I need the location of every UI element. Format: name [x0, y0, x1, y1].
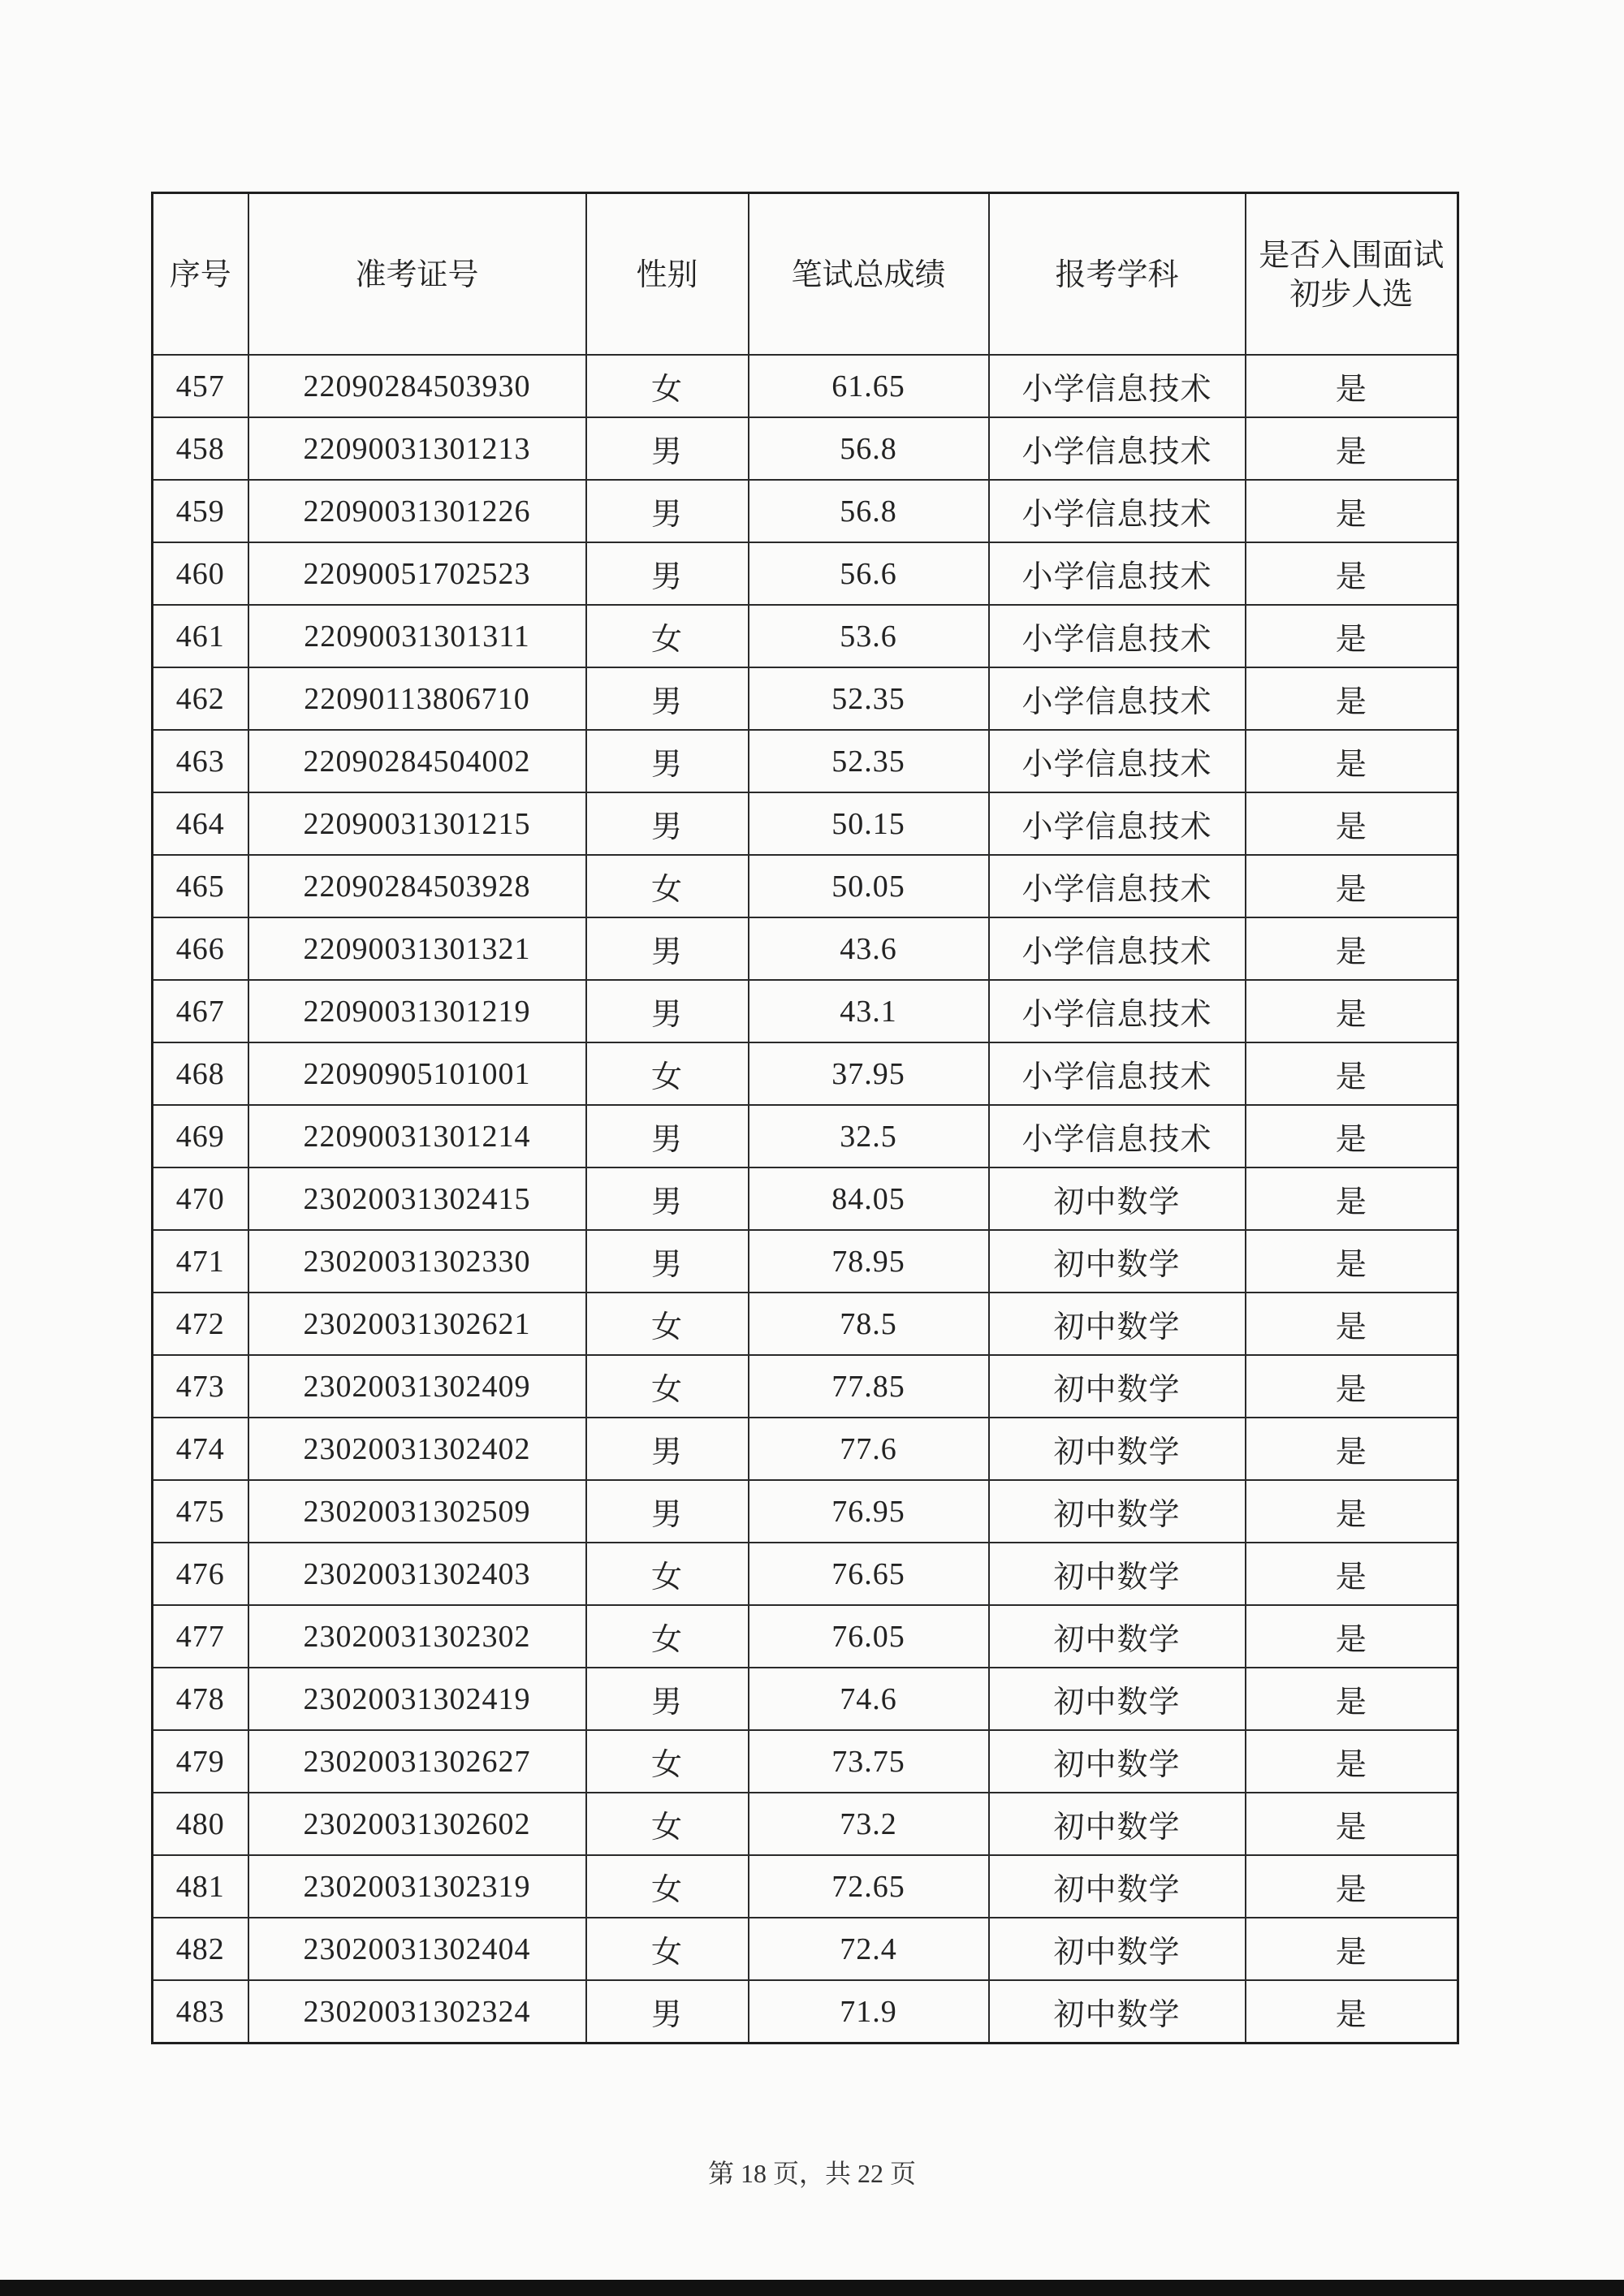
- cell-score: 50.05: [749, 855, 989, 917]
- cell-index: 467: [153, 980, 248, 1042]
- cell-shortlisted: 是: [1246, 1293, 1458, 1355]
- cell-subject: 小学信息技术: [989, 1105, 1246, 1167]
- cell-ticket-number: 23020031302403: [248, 1543, 586, 1605]
- table-row: [153, 792, 1458, 855]
- cell-index: 471: [153, 1230, 248, 1293]
- cell-subject: 初中数学: [989, 1730, 1246, 1793]
- cell-shortlisted: 是: [1246, 1980, 1458, 2044]
- cell-shortlisted: 是: [1246, 417, 1458, 480]
- cell-gender: 女: [586, 1918, 749, 1980]
- cell-score: 43.1: [749, 980, 989, 1042]
- cell-ticket-number: 22090031301214: [248, 1105, 586, 1167]
- table-row: [153, 855, 1458, 917]
- table-row: [153, 605, 1458, 667]
- cell-score: 52.35: [749, 730, 989, 792]
- cell-gender: 男: [586, 730, 749, 792]
- cell-ticket-number: 22090031301213: [248, 417, 586, 480]
- cell-index: 482: [153, 1918, 248, 1980]
- table-row: [153, 1730, 1458, 1793]
- table-row: [153, 417, 1458, 480]
- cell-gender: 男: [586, 1105, 749, 1167]
- cell-ticket-number: 22090031301321: [248, 917, 586, 980]
- cell-ticket-number: 23020031302319: [248, 1855, 586, 1918]
- cell-subject: 小学信息技术: [989, 605, 1246, 667]
- cell-subject: 小学信息技术: [989, 480, 1246, 542]
- cell-shortlisted: 是: [1246, 605, 1458, 667]
- cell-gender: 女: [586, 1605, 749, 1668]
- cell-shortlisted: 是: [1246, 855, 1458, 917]
- cell-gender: 女: [586, 1793, 749, 1855]
- cell-index: 461: [153, 605, 248, 667]
- cell-score: 73.2: [749, 1793, 989, 1855]
- cell-index: 459: [153, 480, 248, 542]
- cell-gender: 男: [586, 1230, 749, 1293]
- cell-shortlisted: 是: [1246, 980, 1458, 1042]
- cell-subject: 初中数学: [989, 1980, 1246, 2044]
- table-row: [153, 1543, 1458, 1605]
- cell-index: 478: [153, 1668, 248, 1730]
- cell-gender: 女: [586, 855, 749, 917]
- cell-index: 468: [153, 1042, 248, 1105]
- table-row: [153, 1293, 1458, 1355]
- table-body: [153, 355, 1458, 2044]
- cell-shortlisted: 是: [1246, 1042, 1458, 1105]
- cell-gender: 女: [586, 1730, 749, 1793]
- cell-ticket-number: 22090284503928: [248, 855, 586, 917]
- table-row: [153, 1668, 1458, 1730]
- cell-subject: 初中数学: [989, 1605, 1246, 1668]
- cell-gender: 男: [586, 1418, 749, 1480]
- cell-score: 71.9: [749, 1980, 989, 2044]
- table-row: [153, 1980, 1458, 2044]
- cell-subject: 初中数学: [989, 1480, 1246, 1543]
- header-interview-shortlist: 是否入围面试初步人选: [1246, 193, 1458, 356]
- table-row: [153, 1918, 1458, 1980]
- cell-gender: 男: [586, 1668, 749, 1730]
- table-row: [153, 980, 1458, 1042]
- cell-score: 53.6: [749, 605, 989, 667]
- table-row: [153, 1105, 1458, 1167]
- cell-gender: 女: [586, 1543, 749, 1605]
- cell-ticket-number: 22090031301215: [248, 792, 586, 855]
- cell-subject: 小学信息技术: [989, 980, 1246, 1042]
- cell-shortlisted: 是: [1246, 1605, 1458, 1668]
- table-header-row: [153, 193, 1458, 356]
- header-ticket-number: 准考证号: [248, 193, 586, 356]
- cell-shortlisted: 是: [1246, 1230, 1458, 1293]
- cell-shortlisted: 是: [1246, 1793, 1458, 1855]
- header-index: 序号: [153, 193, 248, 356]
- cell-shortlisted: 是: [1246, 1668, 1458, 1730]
- header-written-score: 笔试总成绩: [749, 193, 989, 356]
- cell-ticket-number: 23020031302602: [248, 1793, 586, 1855]
- cell-score: 37.95: [749, 1042, 989, 1105]
- cell-ticket-number: 22090905101001: [248, 1042, 586, 1105]
- cell-ticket-number: 23020031302324: [248, 1980, 586, 2044]
- table-row: [153, 480, 1458, 542]
- cell-ticket-number: 23020031302415: [248, 1167, 586, 1230]
- cell-index: 479: [153, 1730, 248, 1793]
- cell-score: 77.85: [749, 1355, 989, 1418]
- cell-subject: 初中数学: [989, 1668, 1246, 1730]
- cell-gender: 男: [586, 542, 749, 605]
- cell-gender: 女: [586, 1293, 749, 1355]
- cell-score: 77.6: [749, 1418, 989, 1480]
- cell-shortlisted: 是: [1246, 1543, 1458, 1605]
- cell-gender: 男: [586, 1480, 749, 1543]
- cell-index: 462: [153, 667, 248, 730]
- cell-score: 56.8: [749, 480, 989, 542]
- cell-score: 32.5: [749, 1105, 989, 1167]
- table-row: [153, 1418, 1458, 1480]
- cell-score: 76.05: [749, 1605, 989, 1668]
- cell-shortlisted: 是: [1246, 355, 1458, 417]
- cell-subject: 初中数学: [989, 1418, 1246, 1480]
- table-row: [153, 542, 1458, 605]
- cell-subject: 小学信息技术: [989, 542, 1246, 605]
- cell-score: 56.6: [749, 542, 989, 605]
- cell-score: 76.65: [749, 1543, 989, 1605]
- cell-shortlisted: 是: [1246, 917, 1458, 980]
- cell-score: 84.05: [749, 1167, 989, 1230]
- cell-subject: 初中数学: [989, 1793, 1246, 1855]
- cell-gender: 男: [586, 1167, 749, 1230]
- cell-gender: 男: [586, 667, 749, 730]
- cell-gender: 男: [586, 480, 749, 542]
- cell-ticket-number: 23020031302330: [248, 1230, 586, 1293]
- cell-subject: 初中数学: [989, 1543, 1246, 1605]
- cell-subject: 小学信息技术: [989, 792, 1246, 855]
- results-table-container: [151, 192, 1457, 2044]
- table-row: [153, 1042, 1458, 1105]
- cell-index: 483: [153, 1980, 248, 2044]
- table-row: [153, 1480, 1458, 1543]
- cell-subject: 小学信息技术: [989, 917, 1246, 980]
- cell-gender: 女: [586, 1042, 749, 1105]
- cell-ticket-number: 22090031301226: [248, 480, 586, 542]
- table-row: [153, 730, 1458, 792]
- cell-ticket-number: 23020031302404: [248, 1918, 586, 1980]
- cell-index: 457: [153, 355, 248, 417]
- cell-shortlisted: 是: [1246, 1105, 1458, 1167]
- cell-shortlisted: 是: [1246, 1167, 1458, 1230]
- cell-score: 52.35: [749, 667, 989, 730]
- table-row: [153, 355, 1458, 417]
- cell-shortlisted: 是: [1246, 792, 1458, 855]
- cell-gender: 女: [586, 355, 749, 417]
- cell-subject: 小学信息技术: [989, 667, 1246, 730]
- cell-score: 78.95: [749, 1230, 989, 1293]
- cell-gender: 男: [586, 980, 749, 1042]
- cell-ticket-number: 23020031302627: [248, 1730, 586, 1793]
- cell-subject: 小学信息技术: [989, 1042, 1246, 1105]
- cell-index: 463: [153, 730, 248, 792]
- cell-score: 43.6: [749, 917, 989, 980]
- cell-score: 73.75: [749, 1730, 989, 1793]
- cell-score: 50.15: [749, 792, 989, 855]
- cell-shortlisted: 是: [1246, 730, 1458, 792]
- cell-ticket-number: 23020031302402: [248, 1418, 586, 1480]
- cell-shortlisted: 是: [1246, 1480, 1458, 1543]
- cell-ticket-number: 23020031302419: [248, 1668, 586, 1730]
- cell-score: 72.65: [749, 1855, 989, 1918]
- cell-subject: 小学信息技术: [989, 355, 1246, 417]
- cell-ticket-number: 23020031302409: [248, 1355, 586, 1418]
- cell-subject: 小学信息技术: [989, 417, 1246, 480]
- cell-ticket-number: 22090031301219: [248, 980, 586, 1042]
- cell-score: 78.5: [749, 1293, 989, 1355]
- cell-index: 472: [153, 1293, 248, 1355]
- scan-edge: [0, 2280, 1624, 2296]
- page-footer: [0, 2153, 1624, 2190]
- table-row: [153, 1230, 1458, 1293]
- cell-score: 76.95: [749, 1480, 989, 1543]
- cell-ticket-number: 22090113806710: [248, 667, 586, 730]
- cell-ticket-number: 23020031302509: [248, 1480, 586, 1543]
- cell-subject: 小学信息技术: [989, 855, 1246, 917]
- cell-index: 470: [153, 1167, 248, 1230]
- cell-shortlisted: 是: [1246, 1418, 1458, 1480]
- cell-subject: 初中数学: [989, 1355, 1246, 1418]
- cell-index: 464: [153, 792, 248, 855]
- cell-subject: 初中数学: [989, 1918, 1246, 1980]
- table-row: [153, 667, 1458, 730]
- cell-index: 460: [153, 542, 248, 605]
- cell-gender: 男: [586, 417, 749, 480]
- cell-shortlisted: 是: [1246, 1918, 1458, 1980]
- table-row: [153, 1167, 1458, 1230]
- cell-index: 476: [153, 1543, 248, 1605]
- header-gender: 性别: [586, 193, 749, 356]
- cell-index: 474: [153, 1418, 248, 1480]
- cell-ticket-number: 22090284503930: [248, 355, 586, 417]
- cell-ticket-number: 22090051702523: [248, 542, 586, 605]
- cell-index: 475: [153, 1480, 248, 1543]
- table-row: [153, 1855, 1458, 1918]
- cell-shortlisted: 是: [1246, 667, 1458, 730]
- cell-gender: 男: [586, 917, 749, 980]
- table-row: [153, 1793, 1458, 1855]
- cell-shortlisted: 是: [1246, 542, 1458, 605]
- cell-index: 466: [153, 917, 248, 980]
- table-row: [153, 917, 1458, 980]
- results-table: [151, 192, 1459, 2044]
- cell-gender: 女: [586, 1855, 749, 1918]
- cell-index: 481: [153, 1855, 248, 1918]
- cell-subject: 初中数学: [989, 1293, 1246, 1355]
- cell-subject: 初中数学: [989, 1855, 1246, 1918]
- cell-gender: 男: [586, 1980, 749, 2044]
- cell-gender: 女: [586, 605, 749, 667]
- cell-index: 480: [153, 1793, 248, 1855]
- header-subject: 报考学科: [989, 193, 1246, 356]
- page-number-text: 第 18 页，共 22 页: [707, 2159, 916, 2188]
- table-row: [153, 1355, 1458, 1418]
- cell-score: 72.4: [749, 1918, 989, 1980]
- cell-subject: 初中数学: [989, 1230, 1246, 1293]
- cell-index: 477: [153, 1605, 248, 1668]
- cell-shortlisted: 是: [1246, 1355, 1458, 1418]
- cell-ticket-number: 23020031302302: [248, 1605, 586, 1668]
- cell-score: 74.6: [749, 1668, 989, 1730]
- cell-ticket-number: 23020031302621: [248, 1293, 586, 1355]
- cell-index: 473: [153, 1355, 248, 1418]
- cell-shortlisted: 是: [1246, 1730, 1458, 1793]
- cell-ticket-number: 22090031301311: [248, 605, 586, 667]
- cell-score: 61.65: [749, 355, 989, 417]
- cell-ticket-number: 22090284504002: [248, 730, 586, 792]
- cell-index: 469: [153, 1105, 248, 1167]
- cell-index: 458: [153, 417, 248, 480]
- cell-subject: 小学信息技术: [989, 730, 1246, 792]
- table-row: [153, 1605, 1458, 1668]
- cell-shortlisted: 是: [1246, 1855, 1458, 1918]
- cell-gender: 女: [586, 1355, 749, 1418]
- cell-gender: 男: [586, 792, 749, 855]
- cell-subject: 初中数学: [989, 1167, 1246, 1230]
- cell-shortlisted: 是: [1246, 480, 1458, 542]
- cell-index: 465: [153, 855, 248, 917]
- cell-score: 56.8: [749, 417, 989, 480]
